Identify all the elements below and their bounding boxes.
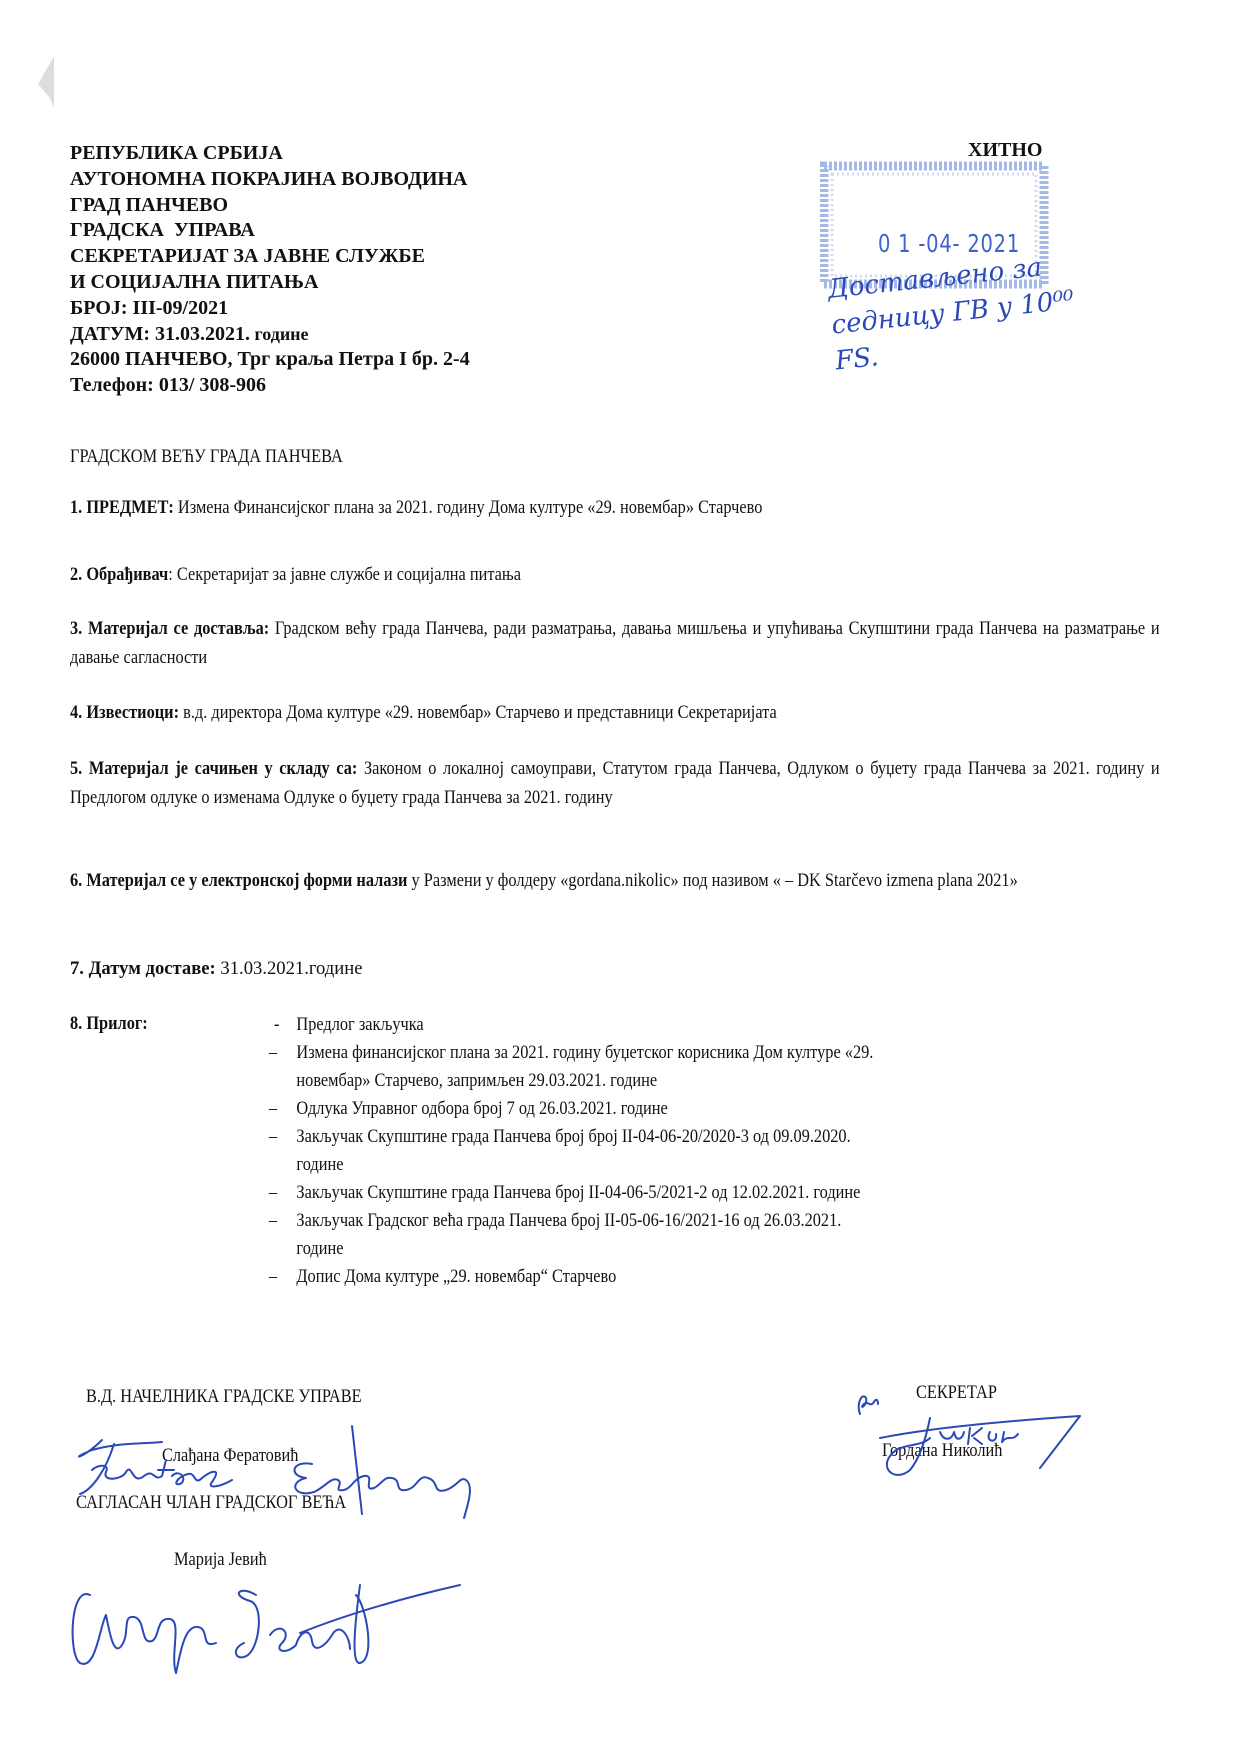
document-date bbox=[70, 322, 470, 348]
signatory-title-council-member: САГЛАСАН ЧЛАН ГРАДСКОГ ВЕЋА bbox=[76, 1492, 347, 1513]
signature-nikolic bbox=[870, 1408, 1090, 1488]
attachment-entry bbox=[262, 1123, 873, 1179]
stamp-date: 0 1 -04- 2021 bbox=[878, 229, 1021, 258]
item-label: 7. Датум доставе: bbox=[70, 958, 216, 979]
header-line: СЕКРЕТАРИЈАТ ЗА ЈАВНЕ СЛУЖБЕ bbox=[70, 245, 425, 268]
item-delivery-date bbox=[70, 954, 1160, 983]
item-subject bbox=[70, 493, 1160, 522]
list-dash: – bbox=[268, 1210, 278, 1231]
attachment-text: Одлука Управног одбора број 7 од 26.03.2021. године bbox=[296, 1098, 668, 1119]
item-reporters bbox=[70, 698, 1160, 727]
item-label: 2. Обрађивач bbox=[70, 564, 169, 585]
item-text: Градском већу града Панчева, ради разматрања, давања мишљења и упућивања Скупштини града Панчева на разматрање и давање сагласности bbox=[70, 618, 1160, 668]
phone: Телефон: 013/ 308-906 bbox=[70, 374, 267, 397]
item-label: 3. Материјал се доставља: bbox=[70, 618, 270, 639]
item-legal-basis bbox=[70, 754, 1160, 812]
attachment-text: Измена финансијског плана за 2021. годину буџетског корисника Дом културе «29. новембар» Старчево, запримљен 29.03.2021. године bbox=[296, 1042, 874, 1091]
list-dash: – bbox=[268, 1126, 278, 1147]
signature-jevic bbox=[60, 1545, 460, 1675]
attachment-text: Закључак Градског већа града Панчева број II-05-06-16/2021-16 од 26.03.2021. године bbox=[296, 1210, 842, 1259]
item-text: : Секретаријат за јавне службе и социјална питања bbox=[168, 564, 521, 585]
item-electronic-location bbox=[70, 866, 1160, 895]
attachment-entry bbox=[262, 1039, 873, 1095]
date-label: ДАТУМ: 31.03.2021. bbox=[70, 322, 250, 345]
attachment-text: Предлог закључка bbox=[296, 1014, 424, 1035]
signatory-name-feratovic: Слађана Фератовић bbox=[162, 1445, 299, 1466]
item-label: 1. ПРЕДМЕТ: bbox=[70, 497, 174, 518]
attachments-list bbox=[262, 1011, 873, 1291]
item-text: в.д. директора Дома културе «29. новембар» Старчево и представници Секретаријата bbox=[179, 702, 777, 723]
item-delivered-to bbox=[70, 614, 1160, 672]
list-dash: – bbox=[268, 1042, 278, 1063]
attachment-entry bbox=[262, 1011, 873, 1039]
list-dash: - bbox=[274, 1014, 280, 1035]
urgent-label: ХИТНО bbox=[968, 139, 1043, 161]
item-label: 4. Известиоци: bbox=[70, 702, 180, 723]
header-line: ГРАД ПАНЧЕВО bbox=[70, 193, 229, 216]
item-text: Законом о локалној самоуправи, Статутом града Панчева, Одлуком о буџету града Панчева за 2021. годину и Предлогом одлуке о изменама Одлуке о буџету града Панчева за 2021. годину bbox=[70, 758, 1160, 808]
list-dash: – bbox=[268, 1098, 278, 1119]
attachment-entry bbox=[262, 1207, 873, 1263]
attachment-entry bbox=[262, 1263, 873, 1291]
item-label: 5. Материјал је сачињен у складу са: bbox=[70, 758, 358, 779]
header-line: ГРАДСКА УПРАВА bbox=[70, 219, 255, 242]
signatory-title-head-of-administration: В.Д. НАЧЕЛНИКА ГРАДСКЕ УПРАВЕ bbox=[86, 1386, 362, 1407]
attachment-text: Закључак Скупштине града Панчева број број II-04-06-20/2020-3 од 09.09.2020. године bbox=[296, 1126, 851, 1175]
scan-artifact-mark bbox=[30, 48, 60, 118]
list-dash: – bbox=[268, 1182, 278, 1203]
date-suffix: године bbox=[250, 323, 309, 344]
attachment-entry bbox=[262, 1095, 873, 1123]
attachment-text: Допис Дома културе „29. новембар“ Старчево bbox=[296, 1266, 617, 1287]
item-text: 31.03.2021.године bbox=[215, 958, 363, 979]
signatory-name-jevic: Марија Јевић bbox=[174, 1549, 267, 1570]
item-text: Измена Финансијског плана за 2021. годину Дома културе «29. новембар» Старчево bbox=[173, 497, 763, 518]
item-processor bbox=[70, 560, 1160, 589]
header-line: И СОЦИЈАЛНА ПИТАЊА bbox=[70, 270, 319, 293]
handwritten-delivery-note: Достављено за седницу ГВ у 10⁰⁰ FS. bbox=[826, 252, 1076, 377]
list-dash: – bbox=[268, 1266, 278, 1287]
issuer-header bbox=[70, 141, 470, 399]
signatory-title-secretary: СЕКРЕТАР bbox=[916, 1382, 997, 1403]
address: 26000 ПАНЧЕВО, Трг краља Петра I бр. 2-4 bbox=[70, 348, 470, 371]
attachment-entry bbox=[262, 1179, 873, 1207]
addressee: ГРАДСКОМ ВЕЋУ ГРАДА ПАНЧЕВА bbox=[70, 446, 343, 467]
header-line: РЕПУБЛИКА СРБИЈА bbox=[70, 142, 283, 164]
attachments-label: 8. Прилог: bbox=[70, 1013, 148, 1034]
header-line: АУТОНОМНА ПОКРАЈИНА ВОЈВОДИНА bbox=[70, 167, 468, 190]
attachment-text: Закључак Скупштине града Панчева број II-04-06-5/2021-2 од 12.02.2021. године bbox=[296, 1182, 861, 1203]
item-text: у Размени у фолдеру «gordana.nikolic» под називом « – DK Starčevo izmena plana 2021» bbox=[407, 870, 1018, 891]
document-number: БРОЈ: III-09/2021 bbox=[70, 296, 229, 319]
signatory-name-nikolic: Гордана Николић bbox=[882, 1440, 1003, 1461]
item-label: 6. Материјал се у електронској форми налази bbox=[70, 870, 408, 891]
